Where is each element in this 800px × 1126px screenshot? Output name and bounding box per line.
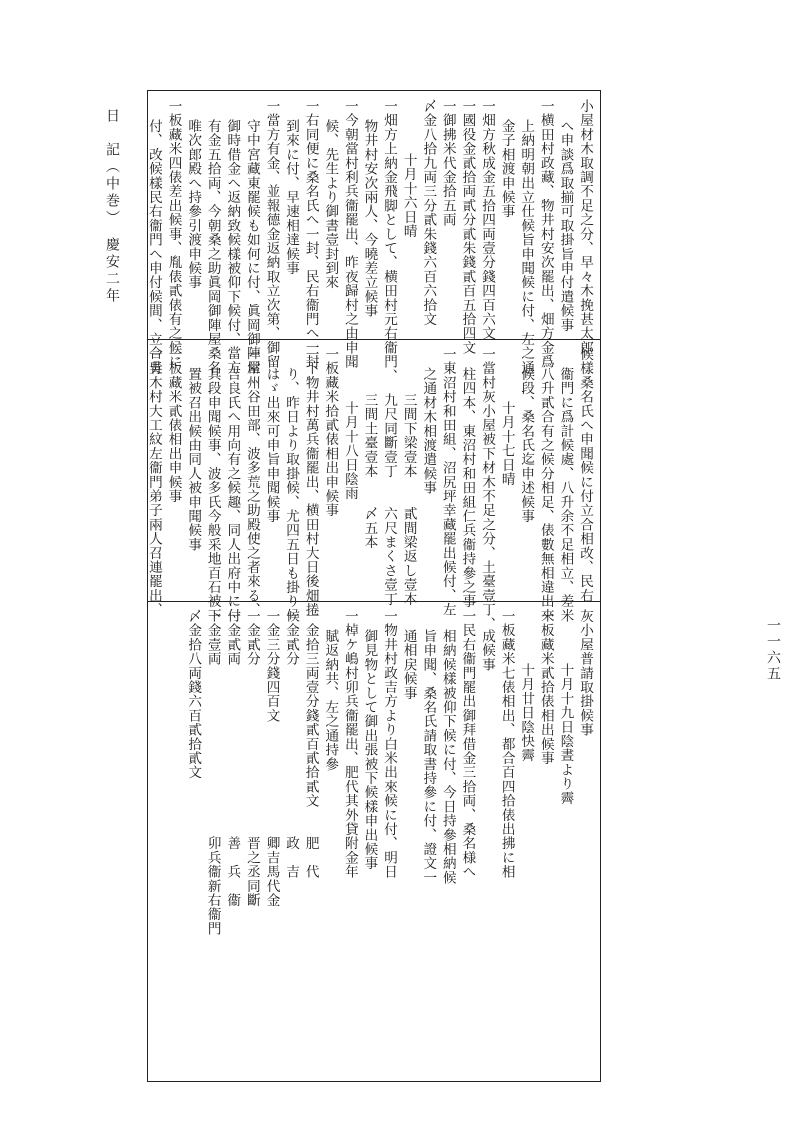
text-column: 一金貳分 晋之丞同斷 bbox=[243, 609, 260, 908]
text-column: 柱四本、東沼村和田組仁兵衞持參之事 bbox=[459, 367, 476, 609]
text-column: 十月十七日晴 bbox=[498, 401, 515, 487]
text-column: 灰小屋普請取掛候事 bbox=[577, 609, 593, 737]
text-column: 一金貳分 政 吉 bbox=[283, 609, 300, 879]
text-column: 一下物井村萬兵衞罷出、横田村大日後畑捲 bbox=[302, 347, 319, 617]
text-column: 小屋材木取調不足之分、早々木挽甚太郎 bbox=[577, 99, 593, 355]
text-column: 一畑方上納金飛脚として、横田村元右衞門、 bbox=[381, 99, 398, 383]
text-column: 〆金八拾九両三分貳朱錢六百六拾文 bbox=[420, 99, 437, 327]
text-column: 到來に付、早速相達候事 bbox=[283, 119, 300, 276]
text-column: 唯次郎殿へ持參引渡申候事 bbox=[185, 119, 202, 290]
text-column: 上納明朝出立仕候旨申聞候に付、左之通 bbox=[518, 119, 535, 375]
text-column: 八升貳合有之候分相足、俵數無相違出來 bbox=[537, 367, 554, 623]
text-column: 十月十八日陰雨 bbox=[341, 401, 358, 501]
lower-text-columns bbox=[183, 609, 594, 1073]
text-column: へ申談爲取揃可取掛旨申付遣候事 bbox=[557, 119, 574, 332]
page-number: 一一六五 bbox=[765, 618, 781, 682]
text-column: 御時借金へ返納致候樣被仰下候付、當方 bbox=[224, 119, 241, 375]
text-column: 有金五拾両、今朝桑之助眞岡御陣屋桑名 bbox=[204, 119, 221, 375]
text-column: 之通材木相渡遣候事 bbox=[420, 367, 437, 495]
text-column: 一金拾三両壹分錢貳百貳拾貳文 肥 代 bbox=[302, 609, 319, 879]
text-column: 吉良氏へ用向有之候趣、同人出府中に付 bbox=[224, 367, 241, 623]
text-column: 候、先生より御書壹封到來 bbox=[322, 119, 339, 290]
text-column: 成候事 bbox=[479, 629, 496, 672]
text-column: 其段申聞候事、波多氏今般采地百石被下 bbox=[204, 367, 221, 623]
text-column: 一棹ケ嶋村卯兵衞罷出、肥代其外貸附金年 bbox=[341, 609, 358, 879]
middle-text-columns bbox=[143, 347, 594, 631]
text-column: り、昨日より取掛候、尤四五日も掛り候 bbox=[283, 367, 300, 623]
text-column: 一今朝當村利兵衞罷出、昨夜歸村之由申聞 bbox=[341, 99, 358, 369]
text-column: 一板藏米七俵相出、都合百四拾俵出拂に相 bbox=[498, 609, 515, 879]
text-column: 一物井村政吉方より白米出來候に付、明日 bbox=[381, 609, 398, 879]
text-column: 一金三分錢四百文 卿吉馬代金 bbox=[263, 609, 280, 908]
text-column: 十月十六日晴 bbox=[400, 153, 417, 239]
text-frame bbox=[147, 90, 601, 1082]
text-column: 十月廿日陰快霽 bbox=[518, 663, 535, 763]
text-column: 一畑方秋成金五拾四両壹分錢四百六文 bbox=[479, 99, 496, 341]
text-column: 置被召出候由同人被申聞候事 bbox=[185, 367, 202, 552]
text-column: 付、改候樣民右衞門へ申付候間、立合吳 bbox=[145, 119, 162, 375]
text-column: 一板藏米貳拾俵相出候事 bbox=[537, 609, 554, 766]
text-column: 〆金拾八両錢六百貳拾貳文 bbox=[185, 609, 202, 780]
middle-text-band bbox=[145, 339, 600, 631]
text-column: 一東沼村和田組、沼尻坪幸藏罷出候付、左 bbox=[439, 347, 456, 617]
text-column: 一青木村大工紋左衞門弟子兩人召連罷出、 bbox=[145, 347, 162, 617]
text-column: 一民右衞門罷出御拜借金三拾両、桑名様へ bbox=[459, 609, 476, 879]
text-column: 一國役金貳拾両貳分貳朱錢貳百五拾四文 bbox=[459, 99, 476, 355]
text-column: 候段、桑名氏迄申述候事 bbox=[518, 367, 535, 524]
text-column: 賦返納共、左之通持參 bbox=[322, 629, 339, 771]
text-column: はゞ出來可申旨申聞候事 bbox=[263, 367, 280, 524]
text-column: 一板藏米四俵差出候事、胤俵貳俵有之候に bbox=[165, 99, 182, 369]
text-column: 十月十九日陰晝より霽 bbox=[557, 663, 574, 805]
text-column: 九尺同斷壹丁 六尺まくさ壹丁 bbox=[381, 393, 398, 606]
text-column: 守中宮藏東罷候も如何に付、眞岡御陣屋 bbox=[243, 119, 260, 375]
text-column: 三間土臺壹本 〆五本 bbox=[361, 393, 378, 550]
text-column: 一當方有金、並報德金返納取立次第、御留 bbox=[263, 99, 280, 369]
text-column: 一金貳両 善 兵 衞 bbox=[224, 609, 241, 908]
text-column: 一當村灰小屋被下材木不足之分、土臺壹丁、 bbox=[479, 347, 496, 631]
text-column: 一板藏米貳俵相出申候事 bbox=[165, 347, 182, 504]
text-column: 旨申聞、桑名氏請取書持參に付、證文一 bbox=[420, 629, 437, 885]
text-column: 物井村安次兩人、今曉差立候事 bbox=[361, 119, 378, 318]
text-column: 一板藏米拾貳俵相出申候事 bbox=[322, 347, 339, 518]
upper-text-columns bbox=[143, 99, 594, 383]
text-column: 一御拂米代金拾五両 bbox=[439, 99, 456, 227]
running-header: 日 記（中巻） 慶安二年 bbox=[104, 108, 120, 305]
text-column: 通相戻候事 bbox=[400, 629, 417, 700]
text-column: 一横田村政藏、物井村安次罷出、畑方金爲 bbox=[537, 99, 554, 369]
text-column: 衞門に爲計候處、八升余不足相立、差米 bbox=[557, 367, 574, 623]
text-column: 一金壹両 卯兵衞新右衞門 bbox=[204, 609, 221, 936]
upper-text-band bbox=[145, 91, 600, 383]
lower-text-band bbox=[148, 601, 600, 1081]
text-column: 三間下梁壹本 貳間梁返し壹本 bbox=[400, 393, 417, 606]
text-column: 一常州谷田部、波多荒之助殿使之者來る、 bbox=[243, 347, 260, 617]
text-column: 候樣桑名氏へ申聞候に付立合相改、民右 bbox=[577, 347, 593, 603]
text-column: 金子相渡申候事 bbox=[498, 119, 515, 219]
text-column: 相納候樣被仰下候に付、今日持參相納候 bbox=[439, 629, 456, 885]
text-column: 一右同便に桑名氏へ一封、民右衞門へ一封 bbox=[302, 99, 319, 369]
text-column: 御見物として御出張被下候樣申出候事 bbox=[361, 629, 378, 871]
